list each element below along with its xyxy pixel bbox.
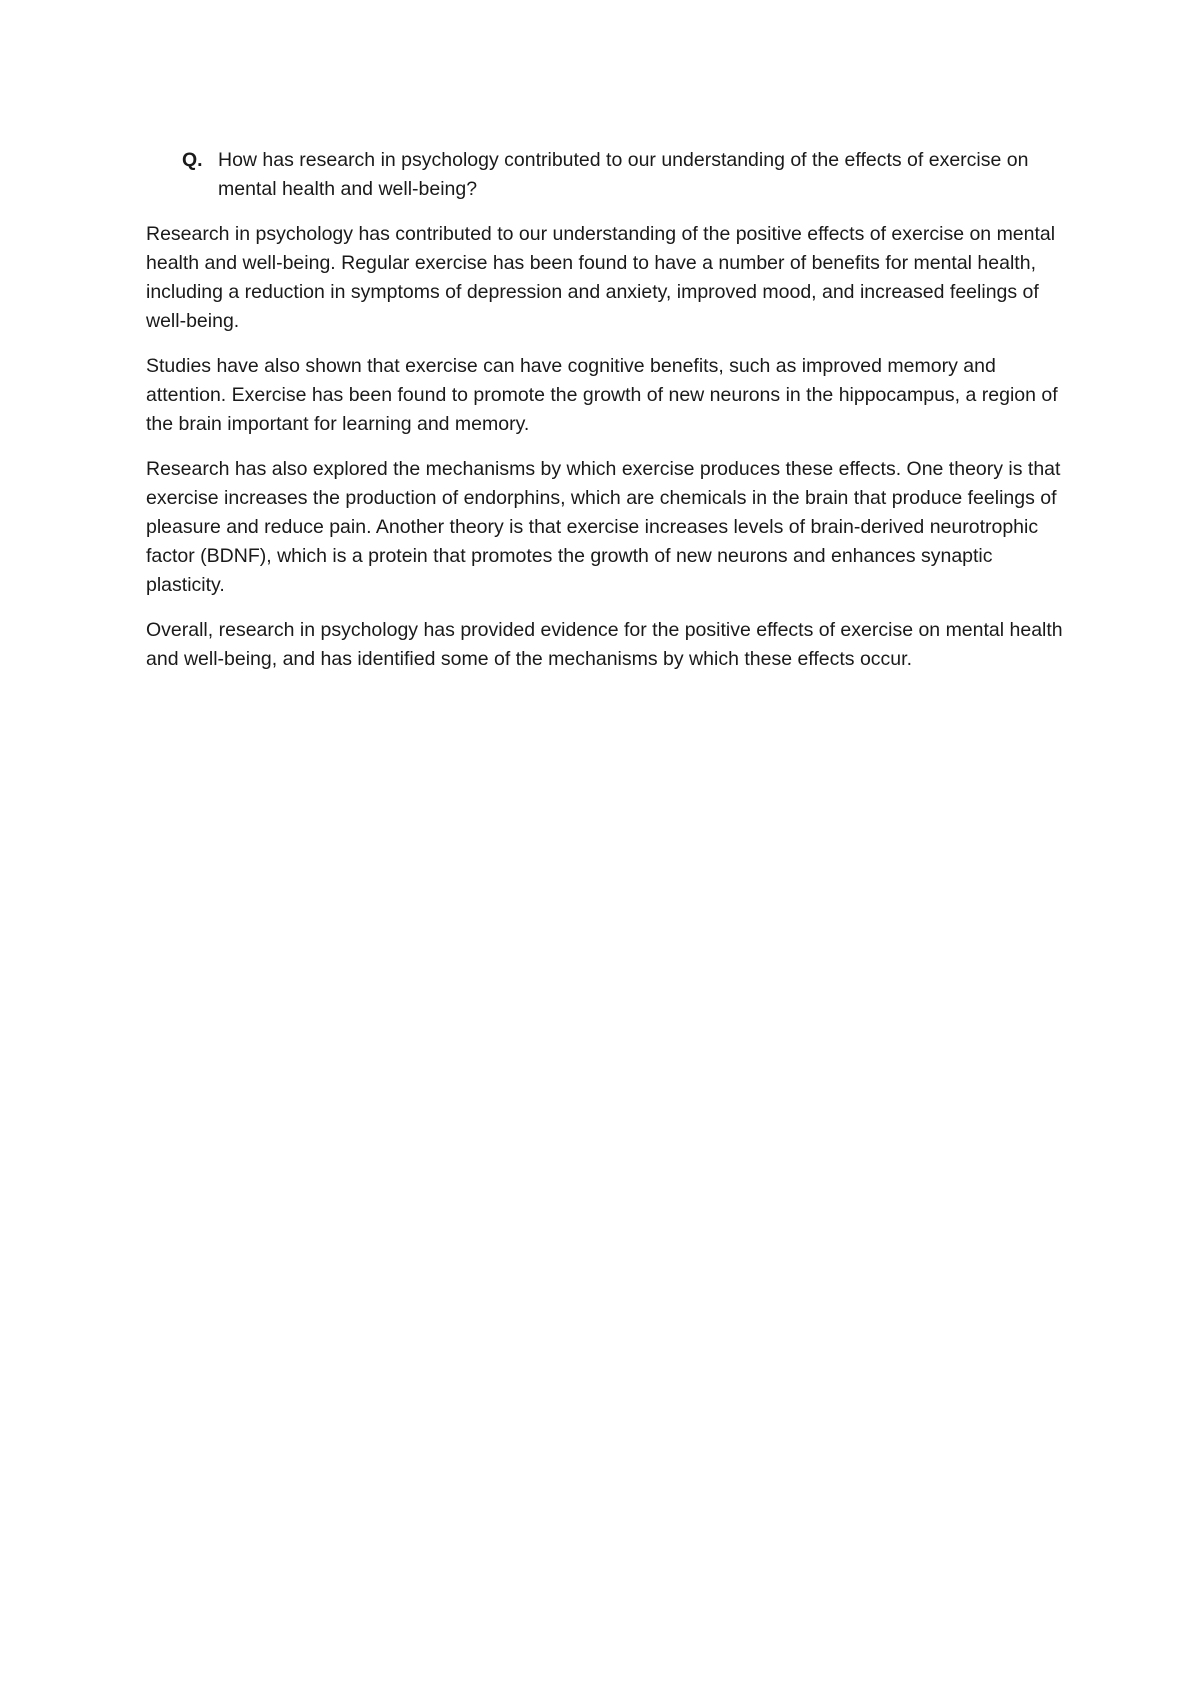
answer-paragraph-1: Research in psychology has contributed to our understanding of the positive effects of exercise on mental health and well-being. Regular exercise has been found to have a number of benefits for mental health, including a reduction in symptoms of depression and anxiety, improved mood, and increased feelings of well-being. (146, 223, 1056, 332)
answer-paragraph-2: Studies have also shown that exercise can have cognitive benefits, such as improved memory and attention. Exercise has been found to promote the growth of new neurons in the hippocampus, a region of the brain important for learning and memory. (146, 355, 1058, 435)
question-text: How has research in psychology contributed to our understanding of the effects of exercise on mental health and well-being? (218, 149, 1029, 200)
answer-paragraph-4: Overall, research in psychology has provided evidence for the positive effects of exercise on mental health and well-being, and has identified some of the mechanisms by which these effects occur. (146, 619, 1063, 670)
question-item (146, 146, 1066, 204)
document-body (146, 146, 1066, 690)
question-label: Q. (182, 149, 203, 171)
answer-paragraph-3: Research has also explored the mechanisms by which exercise produces these effects. One theory is that exercise increases the production of endorphins, which are chemicals in the brain that produce feelings of pleasure and reduce pain. Another theory is that exercise increases levels of brain-derived neurotrophic factor (BDNF), which is a protein that promotes the growth of new neurons and enhances synaptic plasticity. (146, 458, 1061, 596)
